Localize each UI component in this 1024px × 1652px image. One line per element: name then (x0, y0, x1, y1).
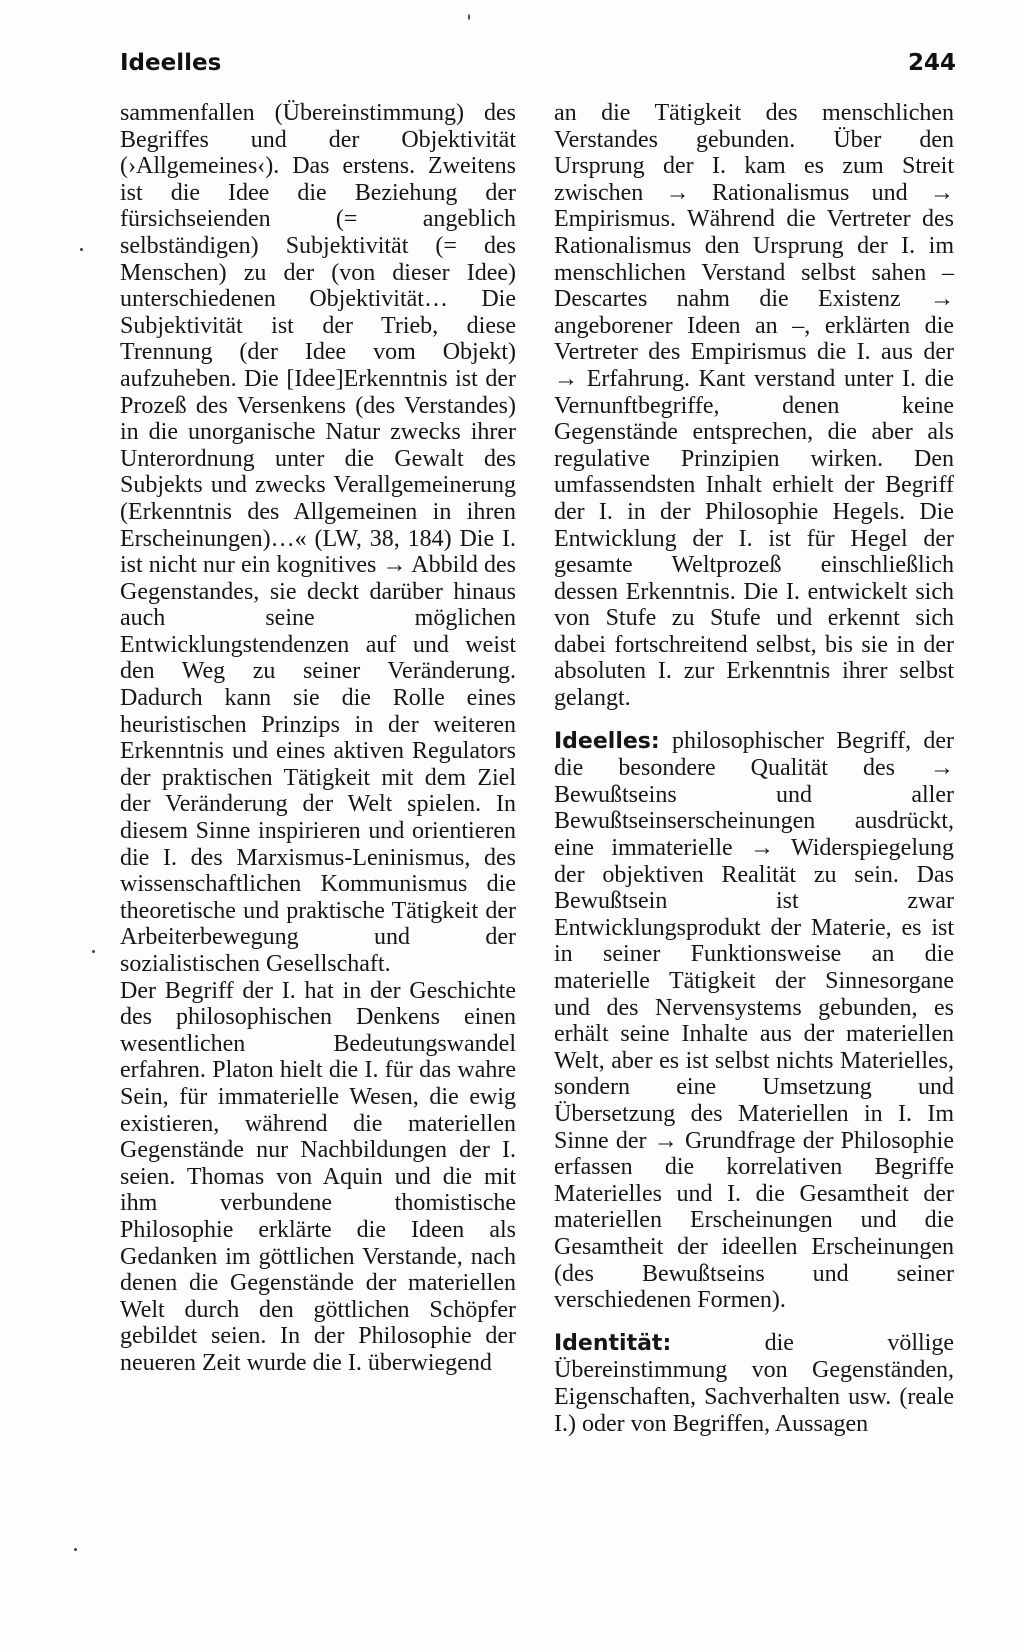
right-paragraph-1: an die Tätigkeit des menschlichen Verstandes gebunden. Über den Ursprung der I. kam es zum Streit zwischen → Rationalismus und → Empirismus. Während die Vertreter des Rationalismus den Ursprung der I. im menschlichen Verstand selbst sahen – Descartes nahm die Existenz → angeborener Ideen an –, erklärten die Vertreter des Empirismus die I. aus der → Erfahrung. Kant verstand unter I. die Vernunftbegriffe, denen keine Gegenstände entsprechen, die aber als regulative Prinzipien wirken. Den umfassendsten Inhalt erhielt der Begriff der I. in der Philosophie Hegels. Die Entwicklung der I. ist für Hegel der gesamte Weltprozeß einschließlich dessen Erkenntnis. Die I. entwickelt sich von Stufe zu Stufe und erkennt sich dabei fortschreitend selbst, bis sie in der absoluten I. zur Erkenntnis ihrer selbst gelangt. (554, 100, 954, 712)
right-column (554, 100, 954, 1437)
scan-speck (92, 950, 95, 953)
entry-term-identitaet: Identität: (554, 1330, 672, 1356)
page-number: 244 (907, 50, 956, 76)
entry-identitaet (554, 1330, 954, 1437)
scan-speck (80, 248, 83, 251)
scan-speck (74, 1548, 77, 1551)
running-head (120, 50, 956, 90)
entry-text-identitaet: die völlige Übereinstimmung von Gegenständen, Eigenschaften, Sachverhalten usw. (reale I.) oder von Begriffen, Aussagen (554, 1329, 954, 1437)
scan-speck (468, 14, 470, 20)
entry-ideelles (554, 728, 954, 1314)
entry-text-ideelles: philosophischer Begriff, der die besondere Qualität des → Bewußtseins und aller Bewußtseinserscheinungen ausdrückt, eine immaterielle → Widerspiegelung der objektiven Realität zu sein. Das Bewußtsein ist zwar Entwicklungsprodukt der Materie, es ist in seiner Funktionsweise an die materielle Tätigkeit der Sinnesorgane und des Nervensystems gebunden, es erhält seine Inhalte aus der materiellen Welt, aber es ist selbst nichts Materielles, sondern eine Umsetzung und Übersetzung des Materiellen in I. Im Sinne der → Grundfrage der Philosophie erfassen die korrelativen Begriffe Materielles und I. die Gesamtheit der materiellen Erscheinungen und die Gesamtheit der ideellen Erscheinungen (des Bewußtseins und seiner verschiedenen Formen). (554, 727, 955, 1314)
left-column (120, 100, 516, 1377)
entry-term-ideelles: Ideelles: (554, 728, 660, 754)
header-keyword: Ideelles (120, 50, 222, 76)
left-paragraph-2: Der Begriff der I. hat in der Geschichte des philosophischen Denkens einen wesentlichen Bedeutungswandel erfahren. Platon hielt die I. für das wahre Sein, für immaterielle Wesen, die ewig existieren, während die materiellen Gegenstände nur Nachbildungen der I. seien. Thomas von Aquin und die mit ihm verbundene thomistische Philosophie erklärte die Ideen als Gedanken im göttlichen Verstande, nach denen die Gegenstände der materiellen Welt durch den göttlichen Schöpfer gebildet seien. In der Philosophie der neueren Zeit wurde die I. überwiegend (120, 977, 516, 1376)
left-paragraph-1: sammenfallen (Übereinstimmung) des Begriffes und der Objektivität (›Allgemeines‹). Das erstens. Zweitens ist die Idee die Beziehung der fürsichseienden (= angeblich selbständigen) Subjektivität (= des Menschen) zu der (von dieser Idee) unterschiedenen Objektivität… Die Subjektivität ist der Trieb, diese Trennung (der Idee vom Objekt) aufzuheben. Die [Idee]Erkenntnis ist der Prozeß des Versenkens (des Verstandes) in die unorganische Natur zwecks ihrer Unterordnung unter die Gewalt des Subjekts und zwecks Verallgemeinerung (Erkenntnis des Allgemeinen in ihren Erscheinungen)…« (LW, 38, 184) Die I. ist nicht nur ein kognitives → Abbild des Gegenstandes, sie deckt darüber hinaus auch seine möglichen Entwicklungstendenzen auf und weist den Weg zu seiner Veränderung. Dadurch kann sie die Rolle eines heuristischen Prinzips in der weiteren Erkenntnis und eines aktiven Regulators der praktischen Tätigkeit mit dem Ziel der Veränderung der Welt spielen. In diesem Sinne inspirieren und orientieren die I. des Marxismus-Leninismus, des wissenschaftlichen Kommunismus die theoretische und praktische Tätigkeit der Arbeiterbewegung und der sozialistischen Gesellschaft. (120, 100, 516, 977)
